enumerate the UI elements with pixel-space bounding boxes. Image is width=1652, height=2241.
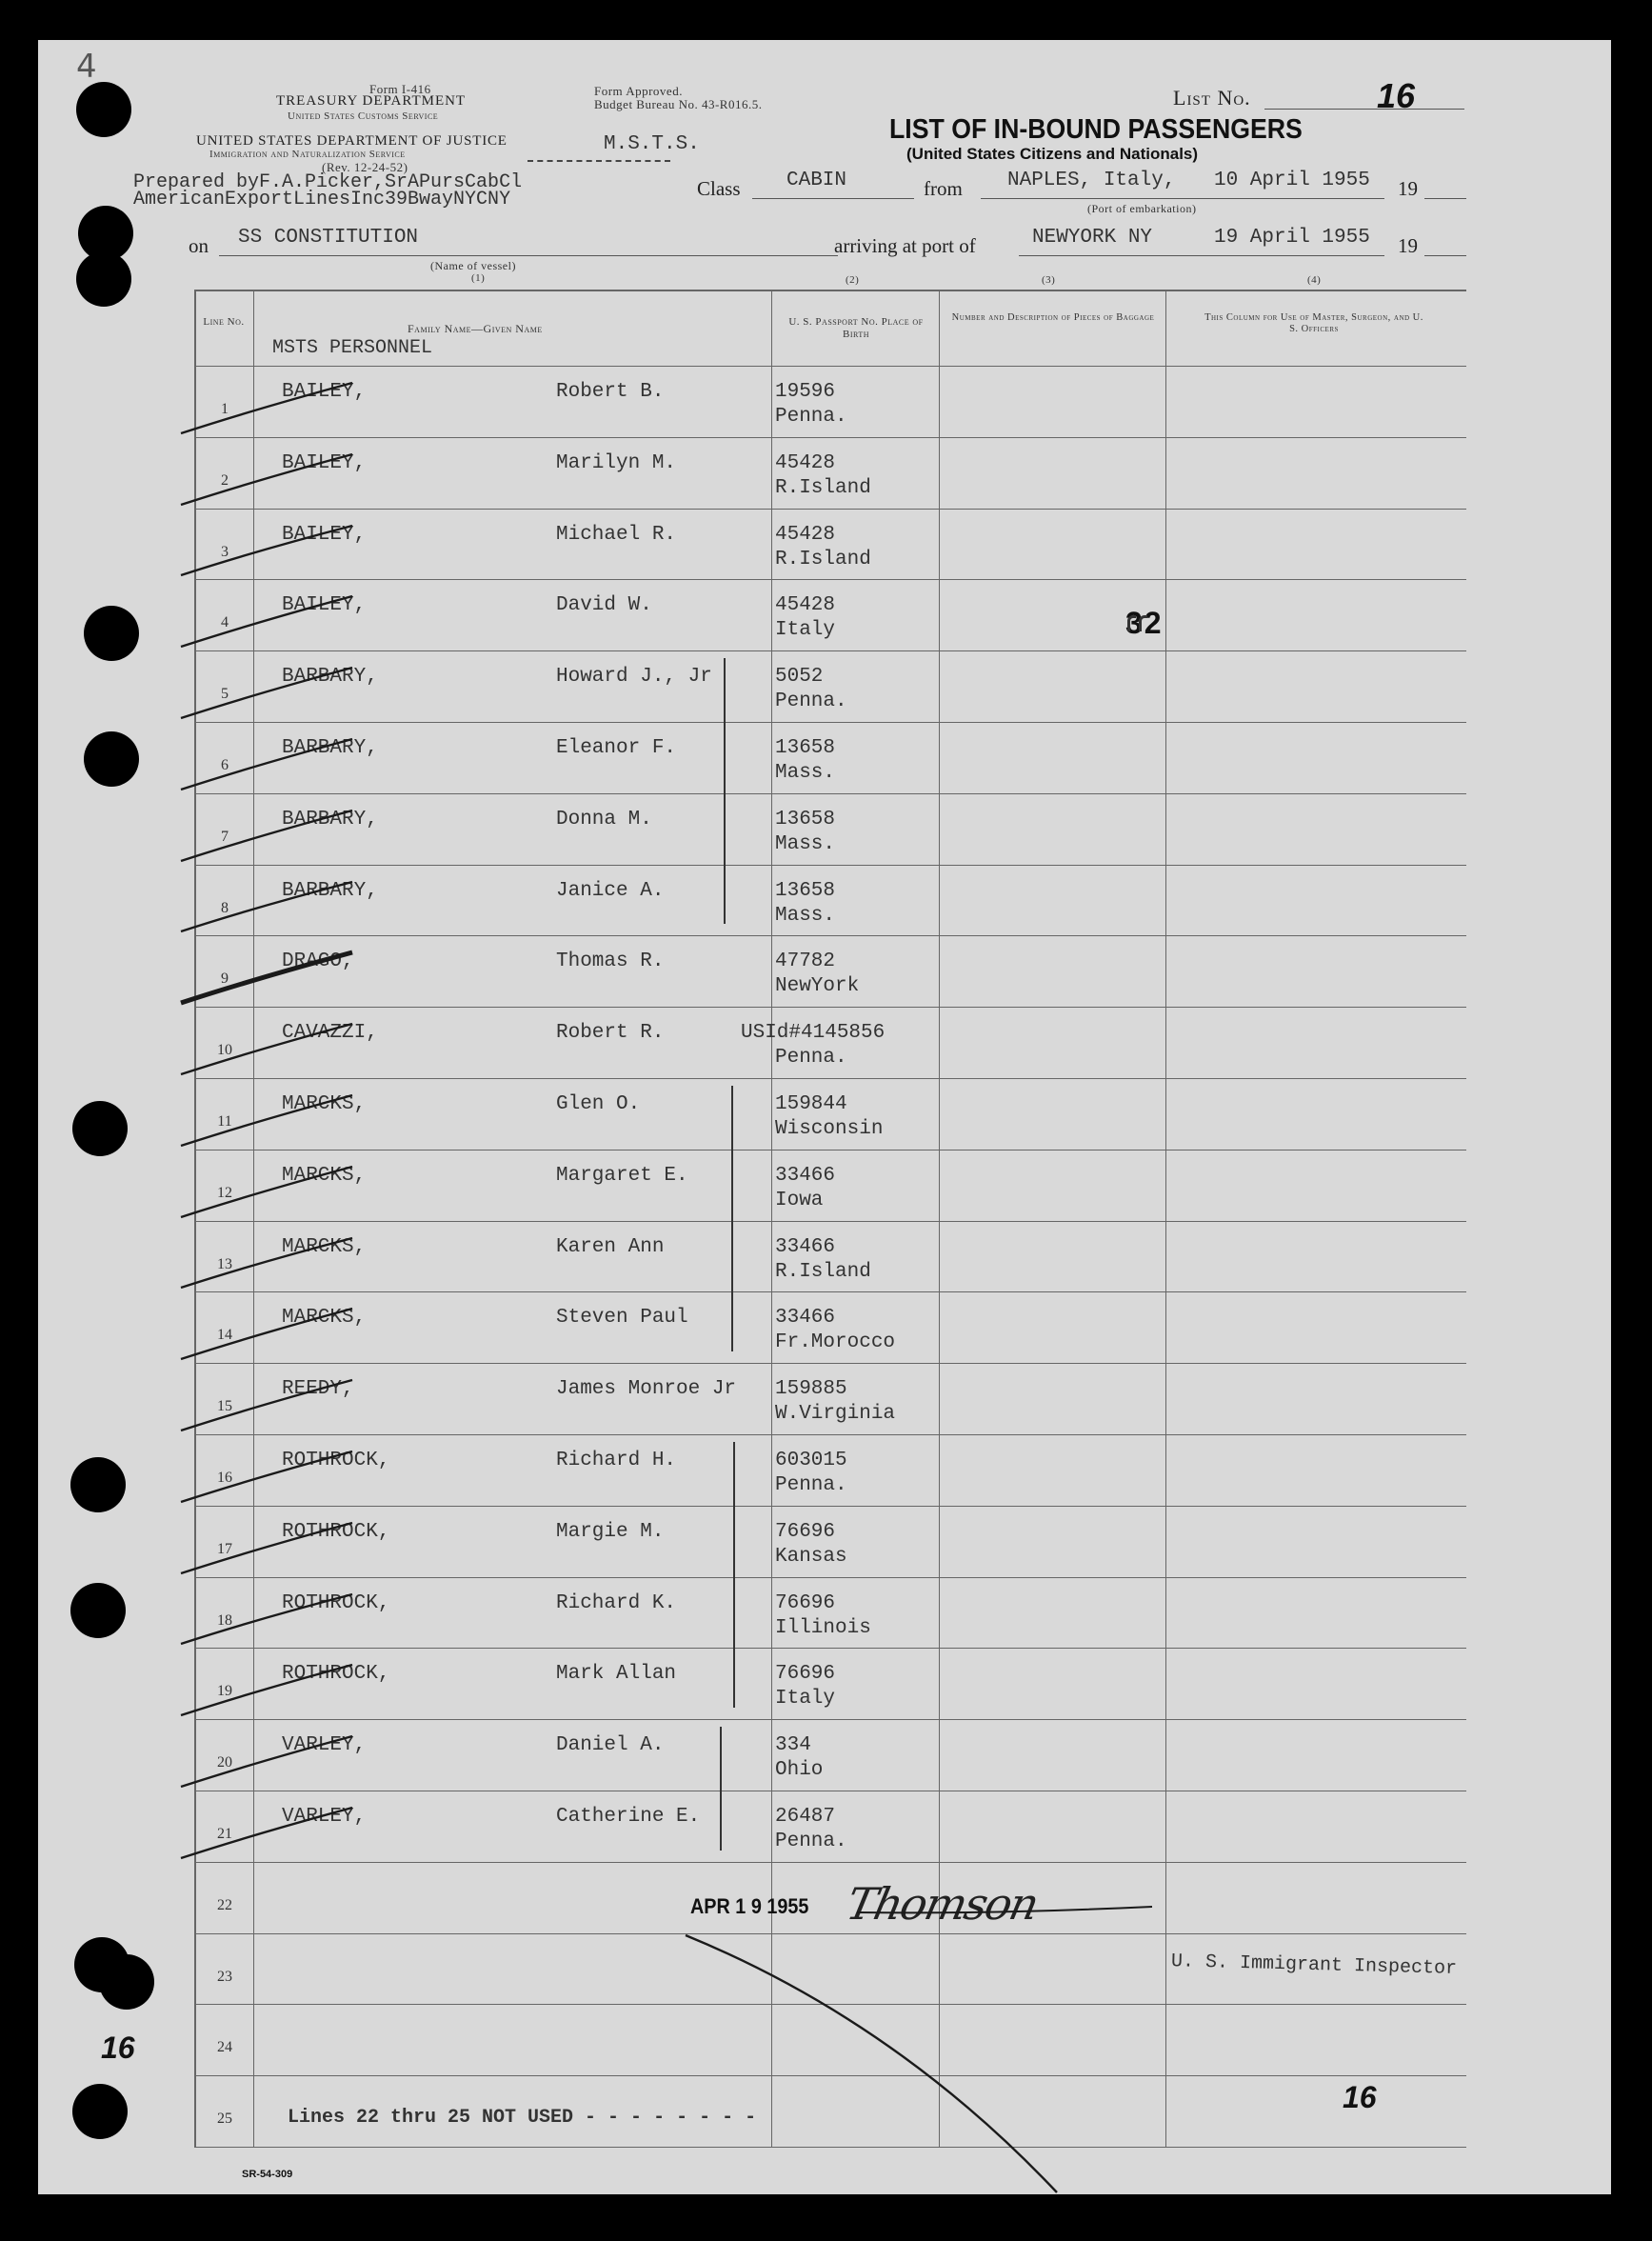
row-birthplace: Mass. — [775, 905, 836, 927]
row-line-number: 14 — [217, 1327, 232, 1343]
row-family-name: BAILEY, — [282, 524, 367, 546]
punch-hole — [72, 2084, 128, 2139]
header-officers: This Column for Use of Master, Surgeon, and U. S. Officers — [1204, 312, 1423, 334]
form-subtitle: (United States Citizens and Nationals) — [906, 145, 1199, 163]
row-given-name: Catherine E. — [556, 1806, 701, 1828]
row-line-number: 1 — [221, 401, 229, 417]
row-family-name: ROTHROCK, — [282, 1663, 390, 1685]
row-family-name: BARBARY, — [282, 809, 378, 830]
form-revision: (Rev. 12-24-52) — [322, 160, 408, 174]
check-mark — [181, 810, 352, 861]
vessel-name: SS CONSTITUTION — [238, 227, 419, 249]
check-mark — [181, 1451, 352, 1502]
row-birthplace: Penna. — [775, 406, 847, 428]
bottom-page-number: 16 — [1343, 2080, 1377, 2114]
row-line-number: 7 — [221, 829, 229, 845]
row-birthplace: Ohio — [775, 1759, 824, 1781]
row-passport-number: 45428 — [775, 594, 836, 616]
row-passport-number: 13658 — [775, 880, 836, 902]
row-family-name: REEDY, — [282, 1378, 354, 1400]
row-birthplace: Wisconsin — [775, 1118, 884, 1140]
row-line-number: 12 — [217, 1185, 232, 1201]
row-line-number: 23 — [217, 1969, 232, 1985]
row-passport-number: 159885 — [775, 1378, 847, 1400]
row-passport-number: 45428 — [775, 524, 836, 546]
row-passport-number: 76696 — [775, 1663, 836, 1685]
vessel-caption: (Name of vessel) — [430, 259, 516, 272]
punch-hole — [99, 1954, 154, 2010]
from-label: from — [924, 177, 963, 200]
inspection-stamp-date: APR 1 9 1955 — [690, 1894, 809, 1918]
row-birthplace: Penna. — [775, 1047, 847, 1069]
header-name: Family Name—Given Name — [408, 322, 543, 335]
prepared-by: Prepared byF.A.Picker,SrAPursCabCl — [133, 171, 523, 193]
check-mark — [181, 454, 352, 505]
row-family-name: CAVAZZI, — [282, 1022, 378, 1044]
row-given-name: Eleanor F. — [556, 737, 677, 759]
prepared-company: AmericanExportLinesInc39BwayNYCNY — [133, 189, 511, 210]
row-birthplace: Iowa — [775, 1190, 824, 1211]
row-line-number: 17 — [217, 1541, 232, 1557]
check-mark — [181, 1736, 352, 1787]
row-birthplace: Kansas — [775, 1546, 847, 1568]
row-line-number: 22 — [217, 1897, 232, 1913]
lines-not-used-note: Lines 22 thru 25 NOT USED - - - - - - - - — [288, 2107, 757, 2129]
row-birthplace: Fr.Morocco — [775, 1331, 896, 1353]
pen-check-marks — [38, 40, 1611, 2194]
check-mark — [181, 1024, 352, 1074]
row-birthplace: Illinois — [775, 1617, 871, 1639]
ins-service: Immigration and Naturalization Service — [209, 149, 406, 160]
row-birthplace: W.Virginia — [775, 1403, 896, 1425]
form-title: LIST OF IN-BOUND PASSENGERS — [889, 114, 1303, 145]
col-num-1: (1) — [471, 272, 486, 284]
row-family-name: DRAGO, — [282, 950, 354, 972]
row-passport-number: 603015 — [775, 1450, 847, 1471]
row-given-name: Margie M. — [556, 1521, 665, 1543]
row-given-name: Robert B. — [556, 381, 665, 403]
row-given-name: Donna M. — [556, 809, 652, 830]
row-birthplace: Mass. — [775, 833, 836, 855]
justice-dept: UNITED STATES DEPARTMENT OF JUSTICE — [196, 133, 508, 149]
row-line-number: 25 — [217, 2111, 232, 2127]
check-mark — [181, 1238, 352, 1288]
row-passport-number: 5052 — [775, 666, 824, 688]
check-mark — [181, 739, 352, 790]
row-passport-number: 19596 — [775, 381, 836, 403]
row-line-number: 6 — [221, 757, 229, 773]
form-approved: Form Approved. — [594, 84, 683, 98]
punch-hole — [76, 82, 131, 137]
row-family-name: ROTHROCK, — [282, 1450, 390, 1471]
row-line-number: 4 — [221, 614, 229, 630]
col-num-3: (3) — [1042, 274, 1056, 286]
section-label: MSTS PERSONNEL — [272, 337, 433, 359]
check-mark — [181, 1523, 352, 1573]
row-line-number: 20 — [217, 1754, 232, 1771]
punch-hole — [70, 1583, 126, 1638]
arrival-year-suffix: 19 — [1398, 234, 1418, 257]
row-passport-number: 13658 — [775, 737, 836, 759]
row-given-name: Richard H. — [556, 1450, 677, 1471]
row-family-name: VARLEY, — [282, 1734, 367, 1756]
arriving-label: arriving at port of — [834, 234, 976, 257]
row-passport-number: 33466 — [775, 1307, 836, 1329]
row-family-name: VARLEY, — [282, 1806, 367, 1828]
row-given-name: Michael R. — [556, 524, 677, 546]
row-birthplace: NewYork — [775, 975, 860, 997]
row-birthplace: Penna. — [775, 690, 847, 712]
row-passport-number: 159844 — [775, 1093, 847, 1115]
signature-underline — [857, 1907, 1152, 1912]
row-line-number: 13 — [217, 1256, 232, 1272]
row-given-name: David W. — [556, 594, 652, 616]
header-passport: U. S. Passport No. Place of Birth — [788, 316, 924, 340]
row-given-name: Karen Ann — [556, 1236, 665, 1258]
row-family-name: MARCKS, — [282, 1307, 367, 1329]
row-family-name: BAILEY, — [282, 452, 367, 474]
margin-page-number: 16 — [101, 2031, 135, 2065]
punch-hole — [72, 1101, 128, 1156]
row-family-name: MARCKS, — [282, 1165, 367, 1187]
corner-mark: 4 — [76, 48, 97, 86]
row-birthplace: Penna. — [775, 1474, 847, 1496]
row-given-name: Mark Allan — [556, 1663, 677, 1685]
row-family-name: BAILEY, — [282, 594, 367, 616]
form-number: Form I-416 — [369, 82, 431, 96]
row-line-number: 16 — [217, 1470, 232, 1486]
row-passport-number: 13658 — [775, 809, 836, 830]
check-mark — [181, 596, 352, 647]
row-given-name: Richard K. — [556, 1592, 677, 1614]
row-family-name: ROTHROCK, — [282, 1521, 390, 1543]
row-line-number: 9 — [221, 970, 229, 987]
row-line-number: 10 — [217, 1042, 232, 1058]
punch-hole — [76, 251, 131, 307]
row-given-name: Howard J., Jr — [556, 666, 712, 688]
from-date: 10 April 1955 — [1214, 170, 1370, 191]
list-no-value: 16 — [1377, 76, 1416, 115]
row-family-name: BARBARY, — [282, 737, 378, 759]
row-line-number: 5 — [221, 686, 229, 702]
row-family-name: BARBARY, — [282, 666, 378, 688]
class-label: Class — [697, 177, 741, 200]
row-birthplace: Penna. — [775, 1831, 847, 1852]
inspector-title: U. S. Immigrant Inspector — [1170, 1951, 1458, 1980]
from-year-suffix: 19 — [1398, 177, 1418, 200]
row-line-number: 15 — [217, 1398, 232, 1414]
from-value: NAPLES, Italy, — [1007, 170, 1176, 191]
row-passport-number: 76696 — [775, 1592, 836, 1614]
inspector-signature: Thomson — [842, 1878, 1043, 1930]
check-mark — [181, 1594, 352, 1644]
arrival-port: NEWYORK NY — [1032, 227, 1153, 249]
check-mark — [181, 526, 352, 575]
row-birthplace: Mass. — [775, 762, 836, 784]
row-given-name: Robert R. — [556, 1022, 665, 1044]
row-birthplace: R.Island — [775, 549, 871, 570]
check-mark — [181, 1095, 352, 1146]
row-passport-number: 76696 — [775, 1521, 836, 1543]
row-line-number: 18 — [217, 1612, 232, 1629]
header-baggage: Number and Description of Pieces of Baggage — [951, 312, 1155, 323]
header-line-no: Line No. — [203, 316, 245, 328]
check-mark — [181, 383, 352, 433]
form-sheet — [38, 40, 1611, 2194]
row-birthplace: R.Island — [775, 477, 871, 499]
list-no-label: List No. — [1173, 86, 1251, 110]
check-mark — [181, 1309, 352, 1359]
check-mark — [181, 952, 352, 1003]
class-value: CABIN — [786, 170, 847, 191]
row-passport-number: 33466 — [775, 1236, 836, 1258]
row-line-number: 3 — [221, 544, 229, 560]
check-mark — [181, 882, 352, 931]
row-line-number: 2 — [221, 472, 229, 489]
row-line-number: 8 — [221, 900, 229, 916]
row-family-name: MARCKS, — [282, 1093, 367, 1115]
customs-service: United States Customs Service — [288, 110, 439, 122]
punch-hole — [84, 606, 139, 661]
treasury-dept: TREASURY DEPARTMENT — [276, 93, 467, 109]
row-birthplace: Italy — [775, 619, 836, 641]
check-mark — [181, 1380, 352, 1431]
row-family-name: BAILEY, — [282, 381, 367, 403]
row-given-name: Thomas R. — [556, 950, 665, 972]
punch-hole — [84, 731, 139, 787]
punch-hole — [70, 1457, 126, 1512]
row-given-name: Daniel A. — [556, 1734, 665, 1756]
col-num-4: (4) — [1307, 274, 1322, 286]
form-code: SR-54-309 — [242, 2169, 293, 2180]
row-passport-number: 47782 — [775, 950, 836, 972]
row-passport-number: 26487 — [775, 1806, 836, 1828]
row-line-number: 19 — [217, 1683, 232, 1699]
row-given-name: James Monroe Jr — [556, 1378, 737, 1400]
msts-label: M.S.T.S. — [604, 133, 700, 155]
budget-bureau: Budget Bureau No. 43-R016.5. — [594, 97, 763, 111]
row-passport-number: 334 — [775, 1734, 811, 1756]
row-passport-number: USId#4145856 — [741, 1022, 886, 1044]
check-mark — [181, 1167, 352, 1217]
cancel-stroke — [686, 1935, 1057, 2192]
row-line-number: 24 — [217, 2039, 232, 2055]
row-birthplace: R.Island — [775, 1261, 871, 1283]
row-family-name: MARCKS, — [282, 1236, 367, 1258]
row-line-number: 11 — [217, 1113, 232, 1130]
row-given-name: Janice A. — [556, 880, 665, 902]
row-given-name: Steven Paul — [556, 1307, 688, 1329]
row-passport-number: 33466 — [775, 1165, 836, 1187]
col-num-2: (2) — [846, 274, 860, 286]
baggage-count: 32 — [1125, 606, 1164, 640]
row-given-name: Margaret E. — [556, 1165, 688, 1187]
row-passport-number: 45428 — [775, 452, 836, 474]
row-line-number: 21 — [217, 1826, 232, 1842]
row-family-name: BARBARY, — [282, 880, 378, 902]
row-given-name: Marilyn M. — [556, 452, 677, 474]
on-label: on — [189, 234, 209, 257]
arrival-date: 19 April 1955 — [1214, 227, 1370, 249]
check-mark — [181, 1808, 352, 1858]
check-mark — [181, 1665, 352, 1715]
check-mark — [181, 668, 352, 718]
port-embark-caption: (Port of embarkation) — [1087, 202, 1197, 215]
row-given-name: Glen O. — [556, 1093, 641, 1115]
row-birthplace: Italy — [775, 1688, 836, 1710]
row-family-name: ROTHROCK, — [282, 1592, 390, 1614]
